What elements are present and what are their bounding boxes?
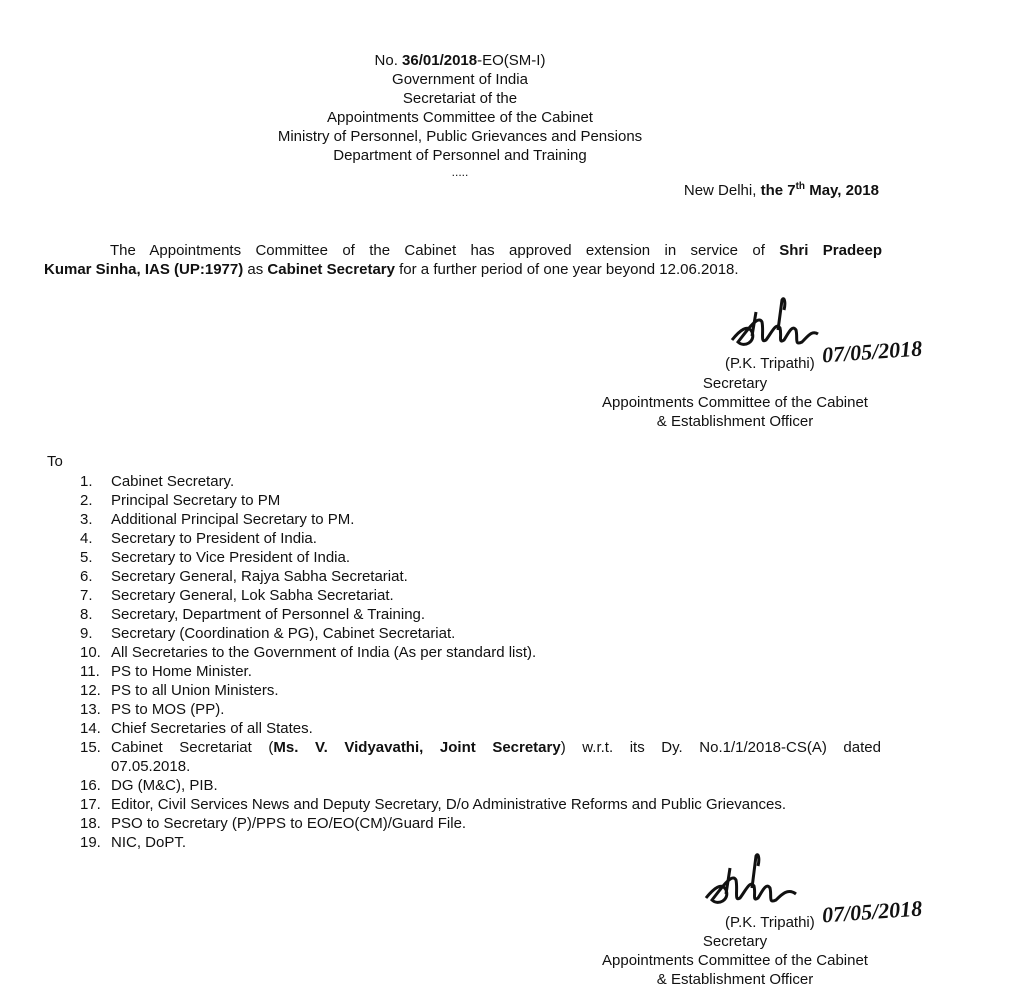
signatory-role-2: & Establishment Officer [656,971,814,988]
list-item-text-part: ) w.r.t. its Dy. No.1/1/2018-CS(A) dated [560,739,881,756]
list-item-number: 8. [80,606,93,623]
list-item [80,776,880,795]
body-name-1: Shri Pradeep [779,242,882,259]
body-name-2: Kumar Sinha, IAS (UP:1977) [44,261,244,278]
list-item-text: PS to MOS (PP). [111,701,225,718]
signatory-org-2: Appointments Committee of the Cabinet [602,952,868,969]
list-item-text: Cabinet Secretary. [111,473,235,490]
list-item [80,472,880,491]
date-day: the 7 [760,182,796,199]
file-number [0,51,920,70]
body-text-3: for a further period of one year beyond 12.06.2018. [394,261,739,278]
body-paragraph [44,241,882,279]
list-item [80,510,880,529]
file-number-bold: 36/01/2018 [402,52,478,69]
list-item-text: Secretary, Department of Personnel & Training. [111,606,426,623]
list-item-text: PS to Home Minister. [111,663,252,680]
handwritten-date-2: 07/05/2018 [821,895,923,928]
list-item-text: Chief Secretaries of all States. [111,720,313,737]
list-item-bold-name: Ms. V. Vidyavathi, Joint Secretary [273,739,561,756]
list-item-number: 14. [80,720,101,737]
acc-line: Appointments Committee of the Cabinet [327,109,593,126]
list-item-text: Secretary General, Rajya Sabha Secretariat. [111,568,408,585]
date-line [684,181,879,200]
signatory-designation-2: Secretary [702,933,768,950]
list-item [80,567,880,586]
list-item [80,491,880,510]
body-text-2: as [243,261,268,278]
list-item-text: Secretary (Coordination & PG), Cabinet Secretariat. [111,625,456,642]
list-item-number: 3. [80,511,93,528]
govt-of-india: Government of India [392,71,528,88]
list-item [80,586,880,605]
list-item [80,700,880,719]
list-item-text: Secretary to Vice President of India. [111,549,351,566]
list-item-text-part: Cabinet Secretariat ( [111,739,274,756]
list-item-text [111,738,881,776]
list-item [80,624,880,643]
list-item-text: All Secretaries to the Government of India (As per standard list). [111,644,537,661]
list-item-number: 17. [80,796,101,813]
list-item-number: 4. [80,530,93,547]
date-place: New Delhi, [683,182,761,199]
to-label: To [47,453,63,470]
list-item [80,548,880,567]
list-item [80,529,880,548]
header-dots: ..... [451,165,469,179]
list-item-number: 2. [80,492,93,509]
file-number-suffix: -EO(SM-I) [477,52,546,69]
signatory-org-1: Appointments Committee of the Cabinet [602,394,868,411]
date-suffix: th [795,181,806,192]
signatory-name-2: (P.K. Tripathi) [725,914,815,931]
signatory-designation-1: Secretary [702,375,768,392]
date-month-year: May, 2018 [805,182,879,199]
ministry-line: Ministry of Personnel, Public Grievances and Pensions [277,128,643,145]
list-item-number: 10. [80,644,101,661]
list-item-number: 18. [80,815,101,832]
list-item-text: Secretary to President of India. [111,530,317,547]
signatory-name-1: (P.K. Tripathi) [725,355,815,372]
list-item-text: Principal Secretary to PM [111,492,281,509]
department-line: Department of Personnel and Training [333,147,587,164]
list-item [80,605,880,624]
recipient-list [80,472,880,852]
list-item-text: Additional Principal Secretary to PM. [111,511,355,528]
signatory-role-1: & Establishment Officer [656,413,814,430]
body-text-1: The Appointments Committee of the Cabinet has approved extension in service of [110,242,780,259]
list-item-text: PS to all Union Ministers. [111,682,279,699]
list-item-number: 16. [80,777,101,794]
handwritten-date-1: 07/05/2018 [821,335,923,368]
file-number-prefix: No. [374,52,403,69]
list-item [80,643,880,662]
list-item-number: 13. [80,701,101,718]
list-item [80,814,880,833]
list-item-number: 15. [80,739,101,756]
list-item [80,719,880,738]
list-item-number: 6. [80,568,93,585]
list-item-number: 9. [80,625,93,642]
list-item [80,795,880,814]
list-item-text-part: 07.05.2018. [111,758,191,775]
list-item-number: 7. [80,587,93,604]
list-item-text: NIC, DoPT. [111,834,187,851]
list-item-number: 12. [80,682,101,699]
list-item-text: PSO to Secretary (P)/PPS to EO/EO(CM)/Guard File. [111,815,467,832]
list-item [80,662,880,681]
list-item-text: Secretary General, Lok Sabha Secretariat. [111,587,394,604]
list-item [80,681,880,700]
list-item-number: 11. [80,663,100,680]
body-designation: Cabinet Secretary [267,261,395,278]
list-item-text: DG (M&C), PIB. [111,777,218,794]
list-item-number: 5. [80,549,93,566]
list-item-number: 19. [80,834,101,851]
list-item-text: Editor, Civil Services News and Deputy Secretary, D/o Administrative Reforms and Public Grievances. [111,796,786,813]
list-item [80,738,880,776]
list-item-number: 1. [80,473,93,490]
secretariat-line: Secretariat of the [402,90,518,107]
